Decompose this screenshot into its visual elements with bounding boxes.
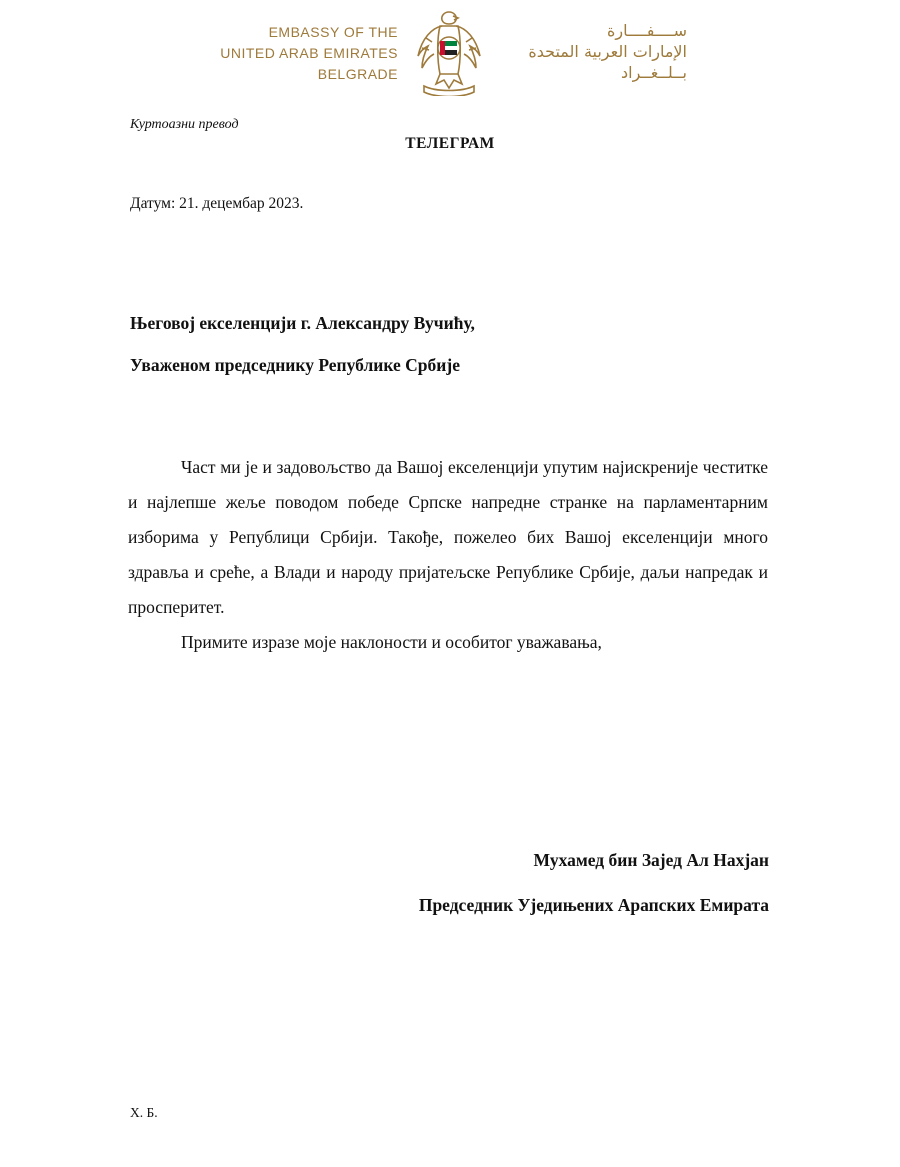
letterhead-ar-line-3: بــلــغــراد [621, 63, 687, 82]
uae-falcon-emblem-icon [410, 8, 488, 96]
letterhead-en-line-1: EMBASSY OF THE [268, 24, 398, 40]
letter-paragraph-1: Част ми је и задовољство да Вашој екселенцији упутим најискреније честитке и најлепше жеље поводом победе Српске напредне странке на парламентарним изборима у Републици Србији. Такође, пожелео бих Вашој екселенцији много здравља и среће, а Влади и народу пријатељске Републике Србије, даљи напредак и просперитет. [128, 457, 768, 617]
letterhead-en-line-2: UNITED ARAB EMIRATES [220, 45, 398, 61]
letterhead-ar-line-1: ســــفــــارة [607, 21, 687, 40]
letterhead-english [220, 22, 398, 85]
addressee-line-1: Његовој екселенцији г. Александру Вучићу, [130, 313, 475, 333]
letterhead-arabic [497, 20, 687, 83]
document-date: Датум: 21. децембар 2023. [130, 195, 304, 212]
letter-body [128, 450, 768, 660]
sender-initials: Х. Б. [130, 1105, 158, 1120]
letterhead-en-line-3: BELGRADE [317, 66, 398, 82]
signature-name: Мухамед бин Зајед Ал Нахјан [533, 850, 769, 870]
courtesy-translation-note: Куртоазни превод [130, 117, 239, 132]
document-heading: ТЕЛЕГРАМ [405, 135, 495, 152]
addressee-line-2: Уваженом председнику Републике Србије [130, 355, 460, 375]
signature-title: Председник Уједињених Арапских Емирата [418, 895, 769, 915]
letter-paragraph-2: Примите изразе моје наклоности и особитог уважавања, [181, 632, 602, 652]
letterhead-ar-line-2: الإمارات العربية المتحدة [528, 42, 687, 61]
